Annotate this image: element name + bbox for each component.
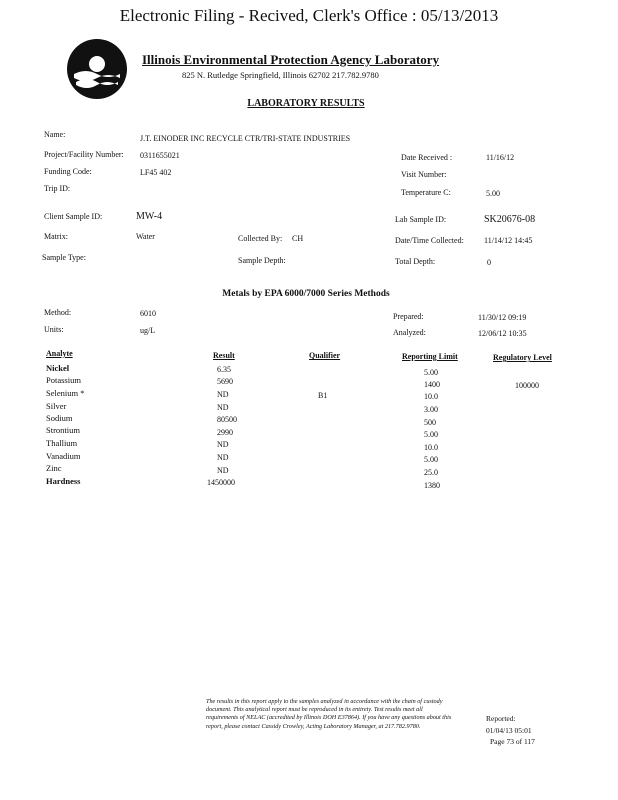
analyte-cell: Strontium: [46, 425, 81, 435]
footer-note: The results in this report apply to the samples analyzed in accordance with the chain of custody document. This analytical report must be reproduced in its entirety. Test results meet all requirements of NELAC (accredited by Illinois DOH E37864). If you have any questions about this report, please contact Cassidy Crowley, Acting Laboratory Manager, at 217.782.9780.: [206, 698, 452, 730]
result-cell: ND: [217, 403, 229, 412]
method-value: 6010: [140, 309, 156, 318]
matrix-label: Matrix:: [44, 232, 68, 241]
limit-cell: 5.00: [424, 368, 438, 377]
units-label: Units:: [44, 325, 64, 334]
limit-cell: 5.00: [424, 430, 438, 439]
qualifier-cell: B1: [318, 391, 328, 400]
reported-value: 01/04/13 05:01: [486, 726, 532, 735]
analyte-cell: Zinc: [46, 463, 62, 473]
analyte-cell: Vanadium: [46, 451, 81, 461]
iepa-logo-icon: [66, 38, 128, 100]
limit-cell: 1380: [424, 481, 440, 490]
collected-by-label: Collected By:: [238, 234, 283, 243]
collected-by-value: CH: [292, 234, 304, 243]
lab-address: 825 N. Rutledge Springfield, Illinois 62702 217.782.9780: [182, 70, 379, 80]
header-reporting-limit: Reporting Limit: [402, 352, 458, 361]
visit-label: Visit Number:: [401, 170, 447, 179]
datetime-collected-value: 11/14/12 14:45: [484, 236, 533, 245]
result-cell: ND: [217, 466, 229, 475]
result-cell: ND: [217, 390, 229, 399]
result-cell: 80500: [217, 415, 237, 424]
units-value: ug/L: [140, 326, 156, 335]
date-received-value: 11/16/12: [486, 153, 515, 162]
analyte-cell: Selenium *: [46, 388, 85, 398]
analyte-cell: Silver: [46, 401, 67, 411]
result-cell: 5690: [217, 377, 233, 386]
sample-type-label: Sample Type:: [42, 253, 86, 262]
client-sample-value: MW-4: [136, 211, 163, 222]
analyte-cell: Potassium: [46, 375, 81, 385]
temperature-value: 5.00: [486, 189, 500, 198]
name-label: Name:: [44, 130, 66, 139]
total-depth-label: Total Depth:: [395, 257, 436, 266]
name-value: J.T. EINODER INC RECYCLE CTR/TRI-STATE INDUSTRIES: [140, 134, 351, 143]
method-label: Method:: [44, 308, 72, 317]
result-cell: ND: [217, 453, 229, 462]
project-label: Project/Facility Number:: [44, 150, 124, 159]
analyzed-value: 12/06/12 10:35: [478, 329, 527, 338]
page-number: Page 73 of 117: [490, 737, 535, 746]
analyte-cell: Nickel: [46, 363, 70, 373]
total-depth-value: 0: [487, 258, 491, 267]
trip-label: Trip ID:: [44, 184, 71, 193]
header-regulatory-level: Regulatory Level: [493, 353, 552, 362]
header-result: Result: [213, 351, 235, 360]
limit-cell: 3.00: [424, 405, 438, 414]
limit-cell: 10.0: [424, 443, 438, 452]
lab-name: Illinois Environmental Protection Agency Laboratory: [142, 52, 440, 67]
limit-cell: 1400: [424, 380, 440, 389]
prepared-label: Prepared:: [393, 312, 424, 321]
date-received-label: Date Received :: [401, 153, 453, 162]
result-cell: ND: [217, 440, 229, 449]
analyzed-label: Analyzed:: [393, 328, 426, 337]
sample-depth-label: Sample Depth:: [238, 256, 286, 265]
reported-label: Reported:: [486, 714, 516, 723]
limit-cell: 500: [424, 418, 436, 427]
temperature-label: Temperature C:: [401, 188, 451, 197]
analyte-cell: Hardness: [46, 476, 81, 486]
project-value: 0311655021: [140, 151, 180, 160]
analyte-cell: Thallium: [46, 438, 78, 448]
header-qualifier: Qualifier: [309, 351, 341, 360]
limit-cell: 5.00: [424, 455, 438, 464]
analyte-cell: Sodium: [46, 413, 73, 423]
lab-sample-value: SK20676-08: [484, 214, 536, 225]
client-sample-label: Client Sample ID:: [44, 212, 103, 221]
funding-value: LF45 402: [140, 168, 172, 177]
regulatory-cell: 100000: [515, 381, 539, 390]
matrix-value: Water: [136, 232, 155, 241]
limit-cell: 10.0: [424, 392, 438, 401]
method-section-title: Metals by EPA 6000/7000 Series Methods: [222, 289, 390, 299]
datetime-collected-label: Date/Time Collected:: [395, 236, 464, 245]
lab-sample-label: Lab Sample ID:: [395, 215, 447, 224]
limit-cell: 25.0: [424, 468, 438, 477]
result-cell: 6.35: [217, 365, 231, 374]
filing-header: Electronic Filing - Recived, Clerk's Office : 05/13/2013: [119, 6, 499, 25]
prepared-value: 11/30/12 09:19: [478, 313, 527, 322]
header-analyte: Analyte: [46, 349, 73, 358]
funding-label: Funding Code:: [44, 167, 92, 176]
result-cell: 2990: [217, 428, 233, 437]
result-cell: 1450000: [207, 478, 235, 487]
doc-title: LABORATORY RESULTS: [247, 98, 365, 109]
